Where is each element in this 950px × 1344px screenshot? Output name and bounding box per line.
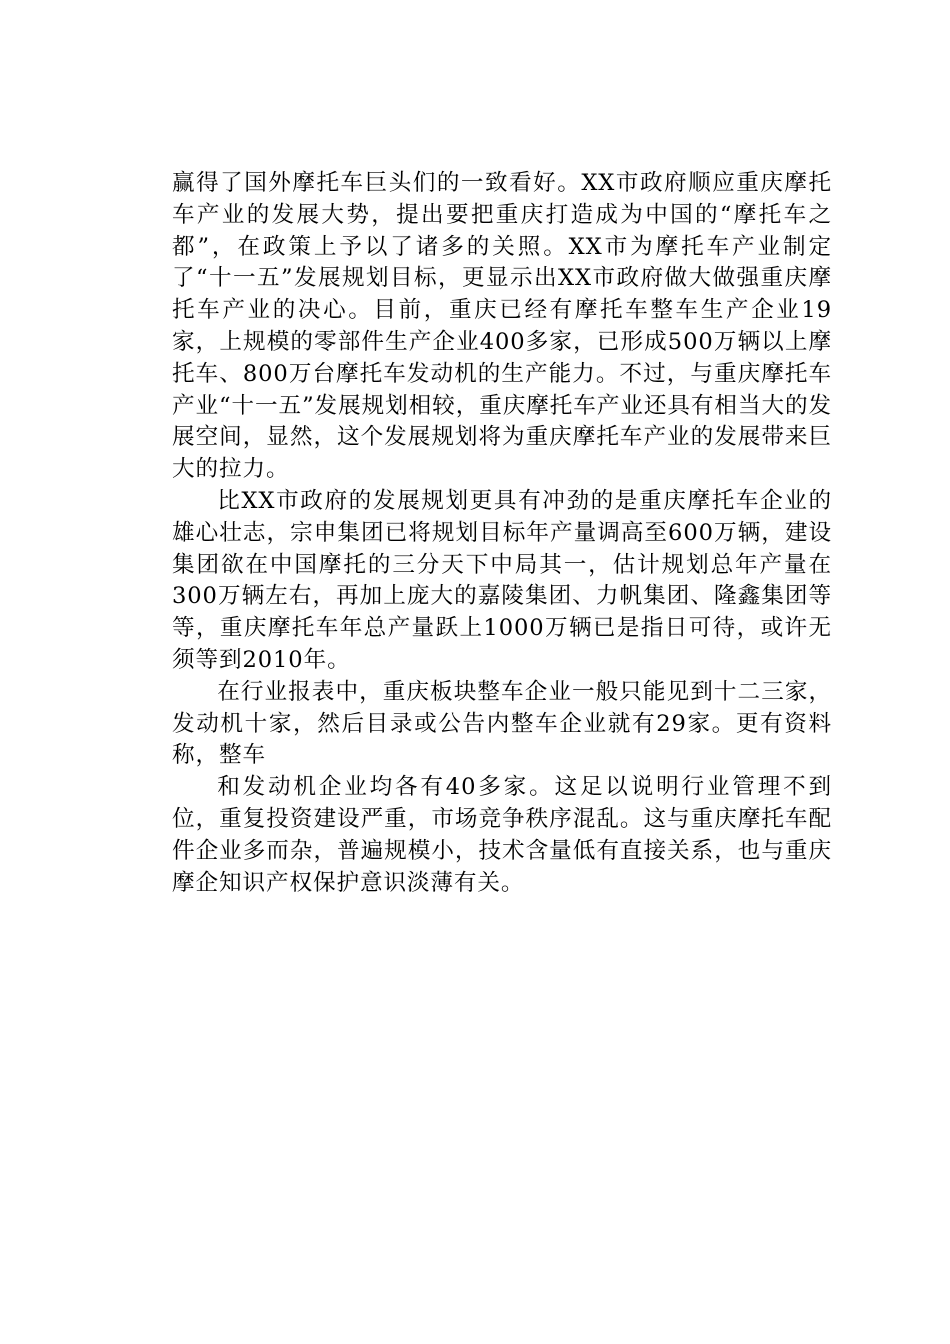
paragraph-2: 比XX市政府的发展规划更具有冲劲的是重庆摩托车企业的雄心壮志，宗申集团已将规划目标年产量调高至600万辆，建设集团欲在中国摩托的三分天下中局其一，估计规划总年产量在300万辆左右，再加上庞大的嘉陵集团、力帆集团、隆鑫集团等等，重庆摩托车年总产量跃上1000万辆已是指日可待，或许无须等到2010年。 [172, 487, 832, 673]
paragraph-4: 和发动机企业均各有40多家。这足以说明行业管理不到位，重复投资建设严重，市场竞争秩序混乱。这与重庆摩托车配件企业多而杂，普遍规模小，技术含量低有直接关系，也与重庆摩企知识产权保护意识淡薄有关。 [172, 774, 832, 896]
paragraph-1: 赢得了国外摩托车巨头们的一致看好。XX市政府顺应重庆摩托车产业的发展大势，提出要把重庆打造成为中国的“摩托车之都”，在政策上予以了诸多的关照。XX市为摩托车产业制定了“十一五”发展规划目标，更显示出XX市政府做大做强重庆摩托车产业的决心。目前，重庆已经有摩托车整车生产企业19家，上规模的零部件生产企业400多家，已形成500万辆以上摩托车、800万台摩托车发动机的生产能力。不过，与重庆摩托车产业“十一五”发展规划相较，重庆摩托车产业还具有相当大的发展空间，显然，这个发展规划将为重庆摩托车产业的发展带来巨大的拉力。 [172, 170, 832, 483]
paragraph-3: 在行业报表中，重庆板块整车企业一般只能见到十二三家，发动机十家，然后目录或公告内整车企业就有29家。更有资料称，整车 [172, 678, 832, 769]
document-body [172, 168, 832, 899]
